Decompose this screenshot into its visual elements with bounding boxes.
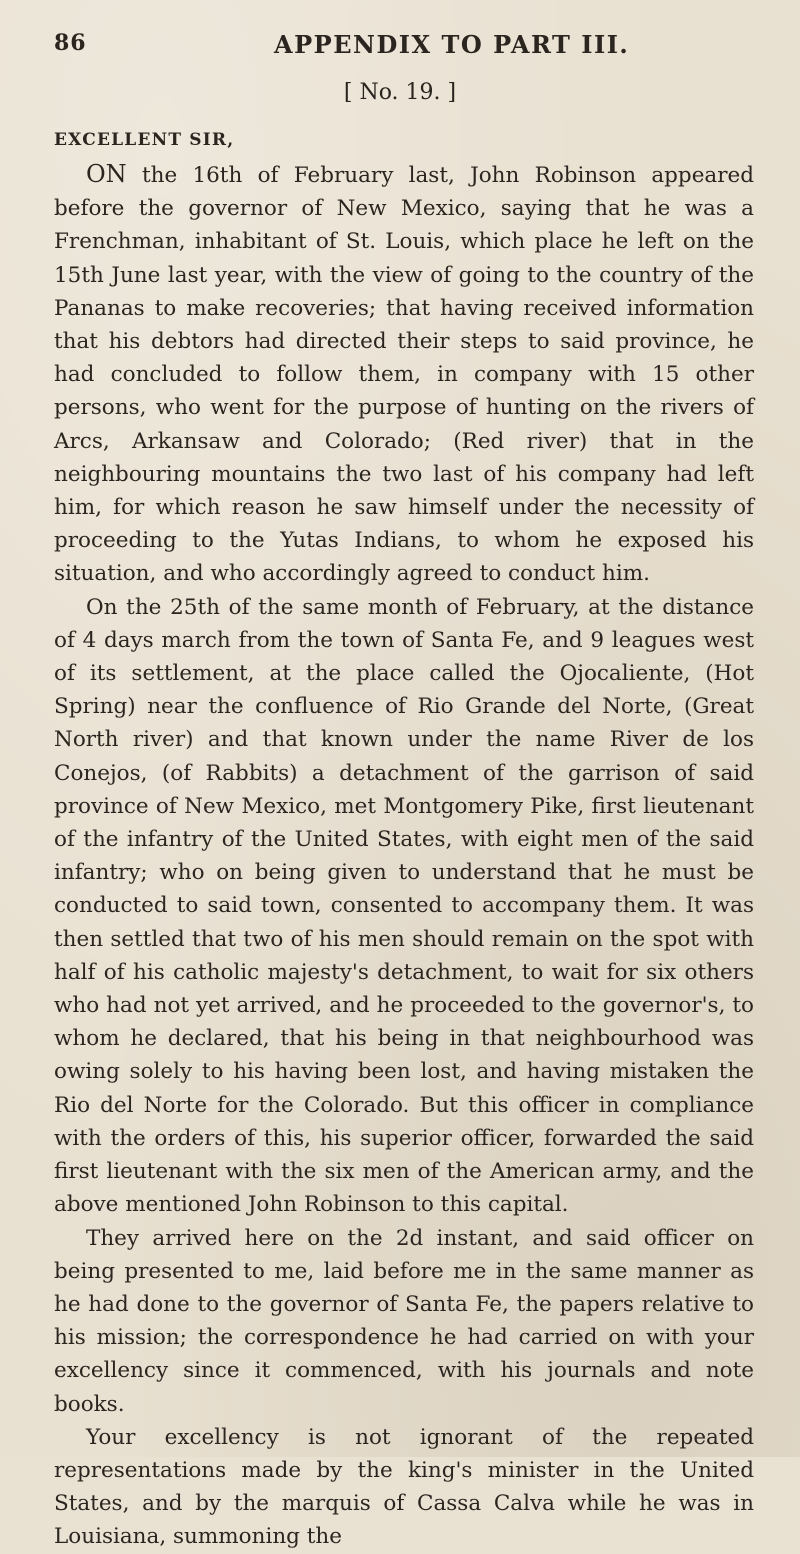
letter-body bbox=[54, 158, 754, 1554]
paragraph-4 bbox=[54, 1421, 754, 1554]
paragraph-text: the 16th of February last, John Robinson appeared before the governor of New Mexico, saying that he was a Frenchman, inhabitant of St. Louis, which place he left on the 15th June last year, with the view of going to the country of the Pananas to make recoveries; that having received information that his debtors had directed their steps to said province, he had concluded to follow them, in company with 15 other persons, who went for the purpose of hunting on the rivers of Arcs, Arkansaw and Colorado; (Red river) that in the neighbouring mountains the two last of his company had left him, for which reason he saw himself under the necessity of proceeding to the Yutas Indians, to whom he exposed his situation, and who accordingly agreed to conduct him. bbox=[54, 163, 754, 587]
paragraph-text: They arrived here on the 2d instant, and said officer on being presented to me, laid before me in the same manner as he had done to the governor of Santa Fe, the papers relative to his mission; the correspondence he had carried on with your excellency since it commenced, with his journals and note books. bbox=[54, 1225, 754, 1417]
paragraph-3 bbox=[54, 1222, 754, 1421]
page-number: 86 bbox=[54, 30, 87, 56]
paragraph-lead-word: ON bbox=[86, 160, 127, 188]
paragraph-1 bbox=[54, 158, 754, 591]
paragraph-text: Your excellency is not ignorant of the repeated representations made by the king's minister in the United States, and by the marquis of Cassa Calva while he was in Louisiana, summoning the bbox=[54, 1424, 754, 1550]
salutation: EXCELLENT SIR, bbox=[54, 130, 235, 150]
running-head: APPENDIX TO PART III. bbox=[274, 30, 630, 59]
paragraph-text: On the 25th of the same month of February, at the distance of 4 days march from the town of Santa Fe, and 9 leagues west of its settlement, at the place called the Ojocaliente, (Hot Spring) near the confluence of Rio Grande del Norte, (Great North river) and that known under the name River de los Conejos, (of Rabbits) a detachment of the garrison of said province of New Mexico, met Montgomery Pike, first lieutenant of the infantry of the United States, with eight men of the said infantry; who on being given to understand that he must be conducted to said town, consented to accompany them. It was then settled that two of his men should remain on the spot with half of his catholic majesty's detachment, to wait for six others who had not yet arrived, and he proceeded to the governor's, to whom he declared, that his being in that neighbourhood was owing solely to his having been lost, and having mistaken the Rio del Norte for the Colorado. But this officer in compliance with the orders of this, his superior officer, forwarded the said first lieutenant with the six men of the American army, and the above mentioned John Robinson to this capital. bbox=[54, 594, 754, 1218]
page-header bbox=[54, 30, 674, 66]
document-number: [ No. 19. ] bbox=[343, 80, 457, 105]
paragraph-2 bbox=[54, 591, 754, 1222]
